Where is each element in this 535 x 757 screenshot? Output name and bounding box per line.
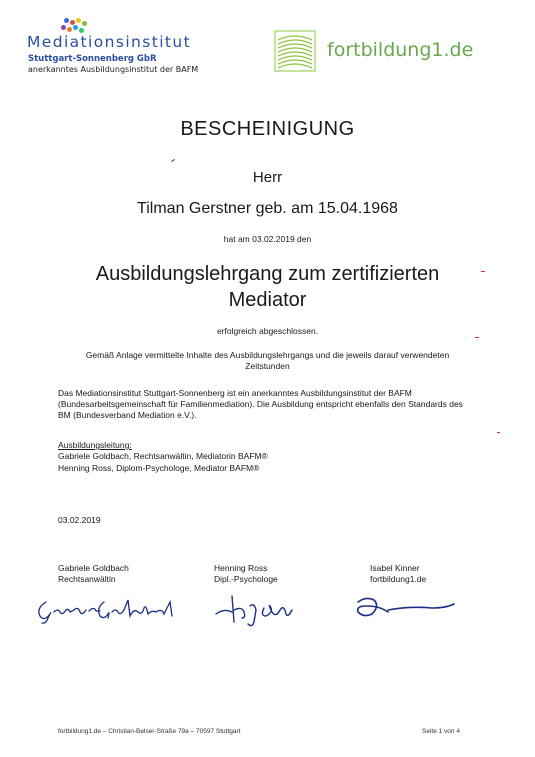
institute-name: Mediationsinstitut xyxy=(27,33,192,51)
scan-mark xyxy=(475,337,479,338)
certificate-title: BESCHEINIGUNG xyxy=(180,118,355,140)
signatory-name: Gabriele Goldbach xyxy=(58,563,129,573)
signatory-kinner xyxy=(370,563,426,585)
signatory-ross xyxy=(214,563,278,585)
signatory-name: Isabel Kinner xyxy=(370,563,420,573)
course-title xyxy=(0,261,535,313)
annex-note xyxy=(55,350,480,372)
logo-dot xyxy=(73,25,78,30)
leadership-heading: Ausbildungsleitung: xyxy=(58,440,132,450)
completion-date-line: hat am 03.02.2019 den xyxy=(223,234,312,244)
signatory-role: fortbildung1.de xyxy=(370,574,427,584)
institute-note: anerkanntes Ausbildungsinstitut der BAFM xyxy=(28,65,199,74)
logo-dot xyxy=(76,18,81,23)
signature-goldbach xyxy=(34,588,184,628)
annex-line1: Gemäß Anlage vermittelte Inhalte des Ausbildungslehrgangs und die jeweils darauf verwendeten xyxy=(85,350,450,360)
logo-dot xyxy=(61,25,66,30)
leader-goldbach: Gabriele Goldbach, Rechtsanwältin, Mediatorin BAFM® xyxy=(58,451,268,461)
recipient-name: Tilman Gerstner geb. am 15.04.1968 xyxy=(137,200,398,217)
salutation: Herr xyxy=(252,169,283,186)
issue-date: 03.02.2019 xyxy=(58,515,101,525)
footer-address: fortbildung1.de – Christian-Belser-Straße 79a – 70597 Stuttgart xyxy=(58,728,241,735)
accreditation-paragraph: Das Mediationsinstitut Stuttgart-Sonnenberg ist ein anerkanntes Ausbildungsinstitut der BAFM (Bundesarbeitsgemeinschaft für Familienmediation). Die Ausbildung entspricht ebenfalls den Standards des BM (Bundesverband Mediation e.V.). xyxy=(58,388,463,420)
institute-location: Stuttgart-Sonnenberg GbR xyxy=(28,54,157,64)
logo-dot xyxy=(67,27,72,32)
partner-name: fortbildung1.de xyxy=(327,39,474,61)
logo-dot xyxy=(64,18,69,23)
logo-dot xyxy=(82,21,87,26)
course-title-line2: Mediator xyxy=(228,289,307,311)
signatory-goldbach xyxy=(58,563,129,585)
signatory-role: Dipl.-Psychologe xyxy=(214,574,278,584)
scan-mark xyxy=(497,432,500,433)
completed-text: erfolgreich abgeschlossen. xyxy=(216,326,319,336)
scan-mark xyxy=(481,271,485,272)
fortbildung-logo-icon xyxy=(274,30,316,72)
signature-ross xyxy=(208,588,308,628)
annex-line2: Zeitstunden xyxy=(245,361,290,371)
signature-kinner xyxy=(350,588,460,628)
signatory-role: Rechtsanwältin xyxy=(58,574,116,584)
leader-ross: Henning Ross, Diplom-Psychologe, Mediator BAFM® xyxy=(58,463,260,473)
page-number: Seite 1 von 4 xyxy=(422,728,460,735)
scan-mark xyxy=(171,159,175,162)
course-title-line1: Ausbildungslehrgang zum zertifizierten xyxy=(95,263,440,285)
signatory-name: Henning Ross xyxy=(214,563,268,573)
